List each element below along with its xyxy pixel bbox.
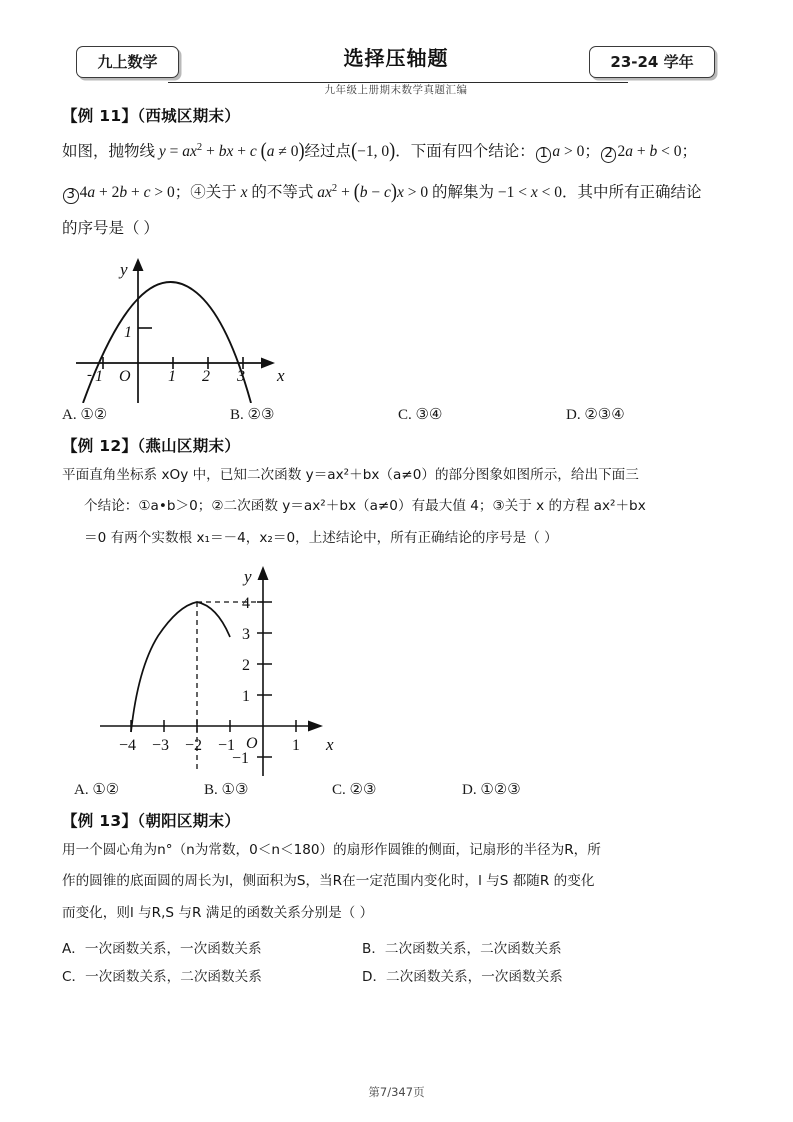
figure-12-label-y3: 3 xyxy=(242,625,250,643)
figure-12-label-y1: 1 xyxy=(242,687,250,705)
header-badge-year: 23-24 学年 xyxy=(589,46,715,78)
figure-12-label-xm4: −4 xyxy=(119,736,137,754)
ex11-var-x: x xyxy=(240,184,248,202)
figure-12-label-origin: O xyxy=(246,734,258,752)
ex11-line1-a: 如图，抛物线 xyxy=(62,143,156,160)
figure-12-label-ym1: −1 xyxy=(232,749,250,767)
document-content xyxy=(62,104,734,992)
page-footer: 第7/347页 xyxy=(368,1085,425,1099)
ex11-choice-d[interactable]: D. ②③④ xyxy=(566,407,625,424)
ex12-choice-c[interactable]: C. ②③ xyxy=(332,781,377,798)
figure-example-11 xyxy=(76,253,734,403)
figure-11-axis-x-label: x xyxy=(277,366,285,386)
figure-12-label-y4: 4 xyxy=(242,594,250,612)
example-12-body xyxy=(62,460,734,554)
ex13-choice-row-2 xyxy=(62,963,734,992)
figure-12-label-x1: 1 xyxy=(292,736,300,754)
figure-12-y-arrow xyxy=(258,566,269,580)
figure-12-label-xm3: −3 xyxy=(152,736,170,754)
figure-11-parabola xyxy=(83,282,251,403)
figure-11-label-x1: 1 xyxy=(168,368,176,386)
ex12-choice-d[interactable]: D. ①②③ xyxy=(462,781,521,798)
example-11-body xyxy=(62,130,734,247)
example-13-body xyxy=(62,835,734,929)
ex11-mark-2: 2 xyxy=(601,147,617,163)
ex12-line-2: 个结论：①a•b＞0；②二次函数 y＝ax²＋bx（a≠0）有最大值 4；③关于 x 的方程 ax²＋bx xyxy=(84,498,646,515)
figure-11-minus-sign: - xyxy=(87,367,92,384)
ex11-inequality: $ax^2 + (b - c)x > 0$ xyxy=(317,179,433,203)
ex13-choice-d[interactable]: D．二次函数关系，一次函数关系 xyxy=(362,969,563,986)
ex13-line-3: 而变化，则l 与R,S 与R 满足的函数关系分别是（ ） xyxy=(62,904,374,921)
figure-example-12 xyxy=(80,558,734,778)
figure-11-y-arrow xyxy=(133,258,144,271)
example-11-title: 【例 11】（西城区期末） xyxy=(62,107,241,125)
figure-11-label-x3: 3 xyxy=(237,368,245,386)
ex11-choice-c[interactable]: C. ③④ xyxy=(398,407,443,424)
ex12-choice-a[interactable]: A. ①② xyxy=(74,781,120,798)
ex11-line2-c: 的解集为 xyxy=(432,184,495,202)
ex11-line2-d: ．其中所有正确结论 xyxy=(562,184,702,202)
ex11-choice-a[interactable]: A. ①② xyxy=(62,407,108,424)
example-11-choices xyxy=(62,405,734,424)
figure-11-axis-y-label: y xyxy=(120,260,128,280)
ex11-line1-c: ．下面有四个结论： xyxy=(395,143,535,160)
example-13-title: 【例 13】（朝阳区期末） xyxy=(62,811,241,830)
example-13-choices xyxy=(62,935,734,992)
ex12-choice-b[interactable]: B. ①③ xyxy=(204,781,249,798)
figure-12-x-arrow xyxy=(308,720,323,731)
page-header xyxy=(60,42,732,98)
figure-12-axis-y-label: y xyxy=(244,566,252,586)
ex11-choice-b[interactable]: B. ②③ xyxy=(230,407,275,424)
figure-12-label-y2: 2 xyxy=(242,656,250,674)
ex11-line2-b: 的不等式 xyxy=(251,184,314,202)
ex11-mark-3: 3 xyxy=(63,188,79,204)
ex11-mark-1: 1 xyxy=(536,147,552,163)
ex11-concl-3: 4a + 2b + c > 0 xyxy=(79,184,175,202)
example-12-title: 【例 12】（燕山区期末） xyxy=(62,437,241,456)
ex11-concl-2: 2a + b < 0 xyxy=(617,143,682,160)
figure-11-x-arrow xyxy=(261,358,275,369)
ex13-choice-b[interactable]: B．二次函数关系，二次函数关系 xyxy=(362,940,562,957)
example-12-choices xyxy=(62,780,734,799)
figure-11-svg xyxy=(76,253,306,403)
ex11-line1-b: 经过点 xyxy=(304,143,352,160)
ex11-line1-d: ； xyxy=(584,143,600,160)
ex11-line2-a: ；④关于 xyxy=(174,184,237,202)
ex11-point: (−1, 0) xyxy=(351,138,396,162)
ex11-concl-1: a > 0 xyxy=(552,143,585,160)
figure-11-label-y1: 1 xyxy=(124,324,132,342)
header-badge-subject: 九上数学 xyxy=(76,46,179,78)
ex13-choice-row-1 xyxy=(62,935,734,964)
ex11-solution: −1 < x < 0 xyxy=(494,184,563,202)
figure-12-label-xm2: −2 xyxy=(185,736,203,754)
header-title: 选择压轴题 xyxy=(343,46,449,70)
ex11-line1-e: ； xyxy=(681,143,697,160)
ex13-line-2: 作的圆锥的底面圆的周长为l，侧面积为S，当R在一定范围内变化时，l 与S 都随R 的变化 xyxy=(62,873,595,890)
figure-12-axis-x-label: x xyxy=(326,734,334,754)
ex13-choice-a[interactable]: A．一次函数关系，一次函数关系 xyxy=(62,940,262,957)
ex11-line3: 的序号是（ ） xyxy=(62,220,159,238)
ex12-line-1: 平面直角坐标系 xOy 中，已知二次函数 y＝ax²＋bx（a≠0）的部分图象如图所示，给出下面三 xyxy=(62,467,639,484)
figure-11-label-origin: O xyxy=(119,368,131,386)
figure-11-label-neg1: 1 xyxy=(95,368,103,386)
figure-12-label-xm1: −1 xyxy=(218,736,236,754)
figure-12-parabola xyxy=(131,602,230,732)
ex13-line-1: 用一个圆心角为n°（n为常数，0＜n＜180）的扇形作圆锥的侧面，记扇形的半径为R，所 xyxy=(62,841,601,858)
ex13-choice-c[interactable]: C．一次函数关系，二次函数关系 xyxy=(62,969,262,986)
figure-12-svg xyxy=(80,558,380,778)
ex11-equation: $y = ax^2$ + bx + c (a ≠ 0) xyxy=(158,138,305,162)
ex12-line-3: ＝0 有两个实数根 x₁＝－4，x₂＝0，上述结论中，所有正确结论的序号是（ ） xyxy=(84,529,558,546)
figure-11-label-x2: 2 xyxy=(202,368,210,386)
header-subtitle: 九年级上册期末数学真题汇编 xyxy=(324,84,468,96)
